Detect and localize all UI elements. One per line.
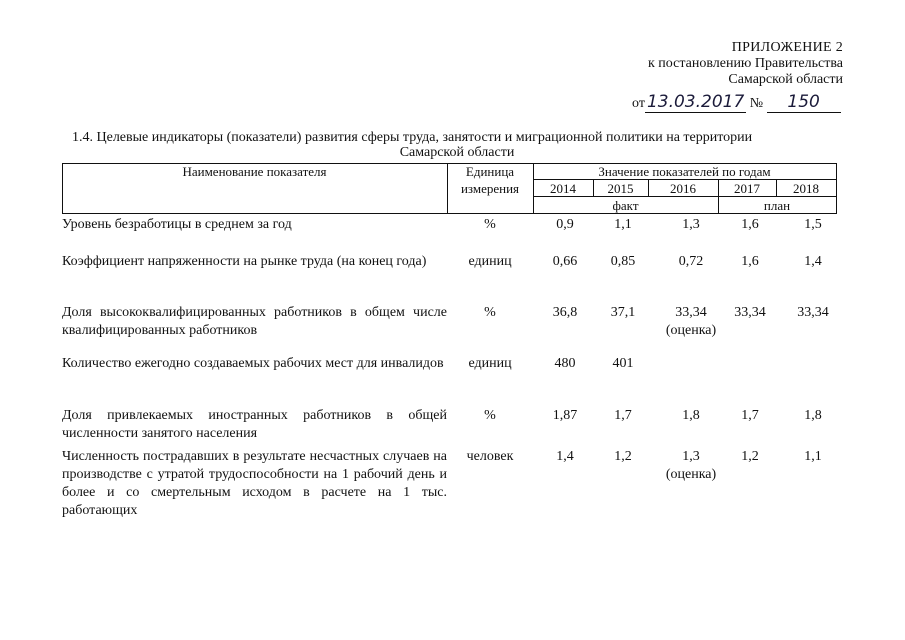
- value-2016-estimate-note: (оценка): [665, 467, 717, 482]
- value-2015: 37,1: [610, 305, 636, 320]
- appendix-line-2: Самарской области: [728, 72, 843, 87]
- value-2014: 0,9: [556, 217, 574, 232]
- value-2015: 1,2: [614, 449, 632, 464]
- value-2018: 33,34: [797, 305, 829, 320]
- value-2018: 1,1: [804, 449, 822, 464]
- value-2016: [655, 253, 727, 271]
- indicator-name: Доля высококвалифицированных работников в общем числе квалифицированных работников: [62, 305, 447, 338]
- indicator-unit: %: [484, 217, 496, 232]
- value-2016-number: 0,72: [678, 254, 704, 269]
- value-2016-number: 33,34: [675, 305, 707, 320]
- value-2018: 1,4: [804, 254, 822, 269]
- years-bottom-border: [533, 196, 836, 197]
- value-2016: [655, 216, 727, 234]
- appendix-title: ПРИЛОЖЕНИЕ 2: [731, 40, 843, 55]
- decree-number: 150: [767, 92, 841, 113]
- header-year-2016: 2016: [670, 181, 696, 196]
- value-2015: 0,85: [610, 254, 636, 269]
- appendix-line-1: к постановлению Правительства: [647, 56, 843, 71]
- years-top-border: [533, 179, 836, 180]
- section-title: [72, 130, 842, 160]
- header-year-2015: 2015: [607, 181, 634, 196]
- header-unit-line-2: измерения: [460, 181, 520, 196]
- value-2017: 33,34: [734, 305, 766, 320]
- value-2018: 1,8: [804, 408, 822, 423]
- value-2014: 36,8: [552, 305, 578, 320]
- appendix-header: [648, 40, 843, 88]
- indicator-unit: единиц: [468, 254, 512, 269]
- indicator-unit: %: [484, 305, 496, 320]
- decree-date: 13.03.2017: [646, 92, 745, 112]
- value-2017: 1,6: [741, 254, 759, 269]
- value-2016: [655, 304, 727, 340]
- indicator-unit: %: [484, 408, 496, 423]
- value-2016: [655, 448, 727, 484]
- value-2015: 1,7: [614, 408, 632, 423]
- value-2018: 1,5: [804, 217, 822, 232]
- header-fact: факт: [612, 198, 639, 213]
- value-2014: 1,87: [552, 408, 578, 423]
- table-right-border: [836, 163, 837, 214]
- section-title-line-1: 1.4. Целевые индикаторы (показатели) развития сферы труда, занятости и миграционной политики на территории: [72, 130, 753, 145]
- header-name: Наименование показателя: [182, 164, 327, 179]
- indicator-name: Численность пострадавших в результате несчастных случаев на производстве с утратой трудоспособности на 1 рабочий день и более и со смертельным исходом в расчете на 1 тыс. работающих: [62, 449, 447, 518]
- value-2016-number: 1,8: [682, 408, 700, 423]
- indicator-name: Количество ежегодно создаваемых рабочих мест для инвалидов: [62, 356, 444, 371]
- header-values: Значение показателей по годам: [598, 164, 771, 179]
- indicator-unit: единиц: [468, 356, 512, 371]
- value-2017: 1,2: [741, 449, 759, 464]
- indicator-name: Уровень безработицы в среднем за год: [62, 217, 292, 232]
- header-year-2017: 2017: [734, 181, 760, 196]
- header-plan: план: [763, 198, 791, 213]
- value-2014: 480: [554, 356, 576, 371]
- header-year-2018: 2018: [793, 181, 819, 196]
- date-prefix: от: [632, 96, 645, 111]
- table-header-bottom-border: [62, 213, 836, 214]
- value-2016-estimate-note: (оценка): [665, 323, 717, 338]
- value-2017: 1,7: [741, 408, 759, 423]
- indicator-name: Коэффициент напряженности на рынке труда (на конец года): [62, 254, 427, 269]
- indicator-unit: человек: [466, 449, 514, 464]
- header-year-2014: 2014: [550, 181, 576, 196]
- value-2017: 1,6: [741, 217, 759, 232]
- decree-date-line: [632, 92, 841, 113]
- value-2015: 1,1: [614, 217, 632, 232]
- value-2016-number: 1,3: [682, 217, 700, 232]
- value-2016: [655, 407, 727, 425]
- value-2016-number: 1,3: [682, 449, 700, 464]
- number-prefix: №: [749, 96, 764, 111]
- value-2014: 0,66: [552, 254, 578, 269]
- value-2014: 1,4: [556, 449, 574, 464]
- value-2015: 401: [612, 356, 634, 371]
- header-unit-line-1: Единица: [465, 164, 515, 179]
- section-title-line-2: Самарской области: [399, 145, 515, 160]
- indicator-name: Доля привлекаемых иностранных работников в общей численности занятого населения: [62, 408, 447, 441]
